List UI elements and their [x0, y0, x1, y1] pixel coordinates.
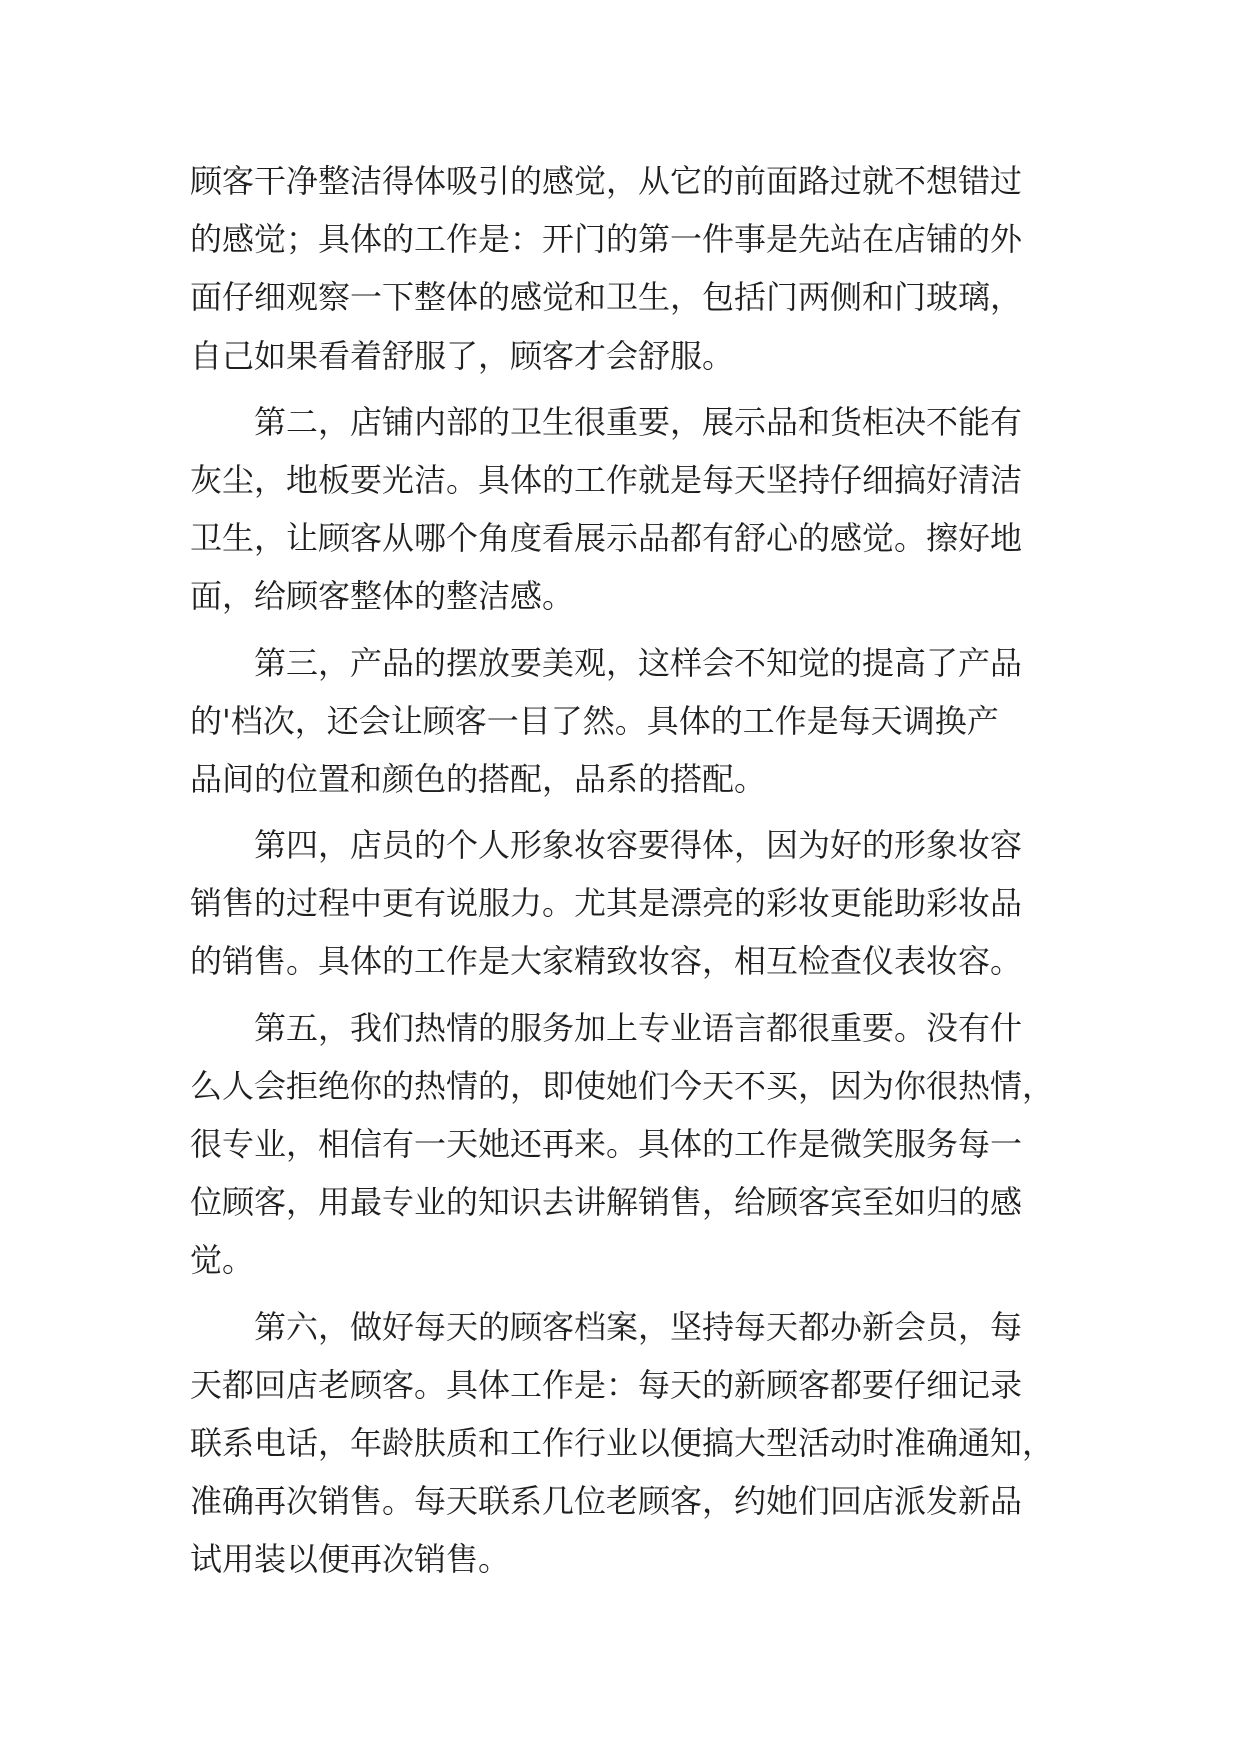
- text-line: 的销售。具体的工作是大家精致妆容，相互检查仪表妆容。: [190, 942, 1023, 981]
- text-line: 面仔细观察一下整体的感觉和卫生，包括门两侧和门玻璃，: [190, 278, 1023, 317]
- text-line: 面，给顾客整体的整洁感。: [190, 577, 575, 616]
- text-line: 顾客干净整洁得体吸引的感觉，从它的前面路过就不想错过: [190, 162, 1023, 200]
- paragraph-fourth-appearance: [190, 816, 1070, 991]
- text-line: 第四，店员的个人形象妆容要得体，因为好的形象妆容: [254, 826, 1023, 865]
- text-line: 天都回店老顾客。具体工作是：每天的新顾客都要仔细记录: [190, 1365, 1023, 1404]
- text-line: 灰尘，地板要光洁。具体的工作就是每天坚持仔细搞好清洁: [190, 460, 1023, 499]
- text-line: 联系电话，年龄肤质和工作行业以便搞大型活动时准确通知，: [190, 1423, 1055, 1462]
- text-line: 的感觉；具体的工作是：开门的第一件事是先站在店铺的外: [190, 220, 1023, 259]
- text-line: 么人会拒绝你的热情的，即使她们今天不买，因为你很热情，: [190, 1066, 1055, 1105]
- text-line: 试用装以便再次销售。: [190, 1540, 511, 1579]
- text-line: 很专业，相信有一天她还再来。具体的工作是微笑服务每一: [190, 1125, 1023, 1163]
- text-line: 自己如果看着舒服了，顾客才会舒服。: [190, 336, 735, 375]
- text-line: 的'档次，还会让顾客一目了然。具体的工作是每天调换产: [190, 701, 999, 740]
- text-line: 准确再次销售。每天联系几位老顾客，约她们回店派发新品: [190, 1482, 1023, 1521]
- text-line: 品间的位置和颜色的搭配，品系的搭配。: [190, 759, 767, 798]
- text-line: 觉。: [190, 1241, 255, 1280]
- text-line: 第三，产品的摆放要美观，这样会不知觉的提高了产品: [254, 643, 1023, 682]
- text-line: 第五，我们热情的服务加上专业语言都很重要。没有什: [254, 1008, 1023, 1047]
- text-line: 第二，店铺内部的卫生很重要，展示品和货柜决不能有: [254, 402, 1023, 441]
- paragraph-storefront: [190, 152, 1070, 385]
- body-text: [190, 152, 1070, 1589]
- text-line: 销售的过程中更有说服力。尤其是漂亮的彩妆更能助彩妆品: [190, 884, 1023, 923]
- paragraph-second-cleanliness: [190, 393, 1070, 626]
- paragraph-sixth-customer-records: [190, 1298, 1070, 1589]
- text-line: 位顾客，用最专业的知识去讲解销售，给顾客宾至如归的感: [190, 1183, 1023, 1222]
- paragraph-fifth-service: [190, 999, 1070, 1290]
- text-line: 卫生，让顾客从哪个角度看展示品都有舒心的感觉。擦好地: [190, 519, 1023, 558]
- paragraph-third-display: [190, 634, 1070, 809]
- text-line: 第六，做好每天的顾客档案，坚持每天都办新会员，每: [254, 1307, 1023, 1346]
